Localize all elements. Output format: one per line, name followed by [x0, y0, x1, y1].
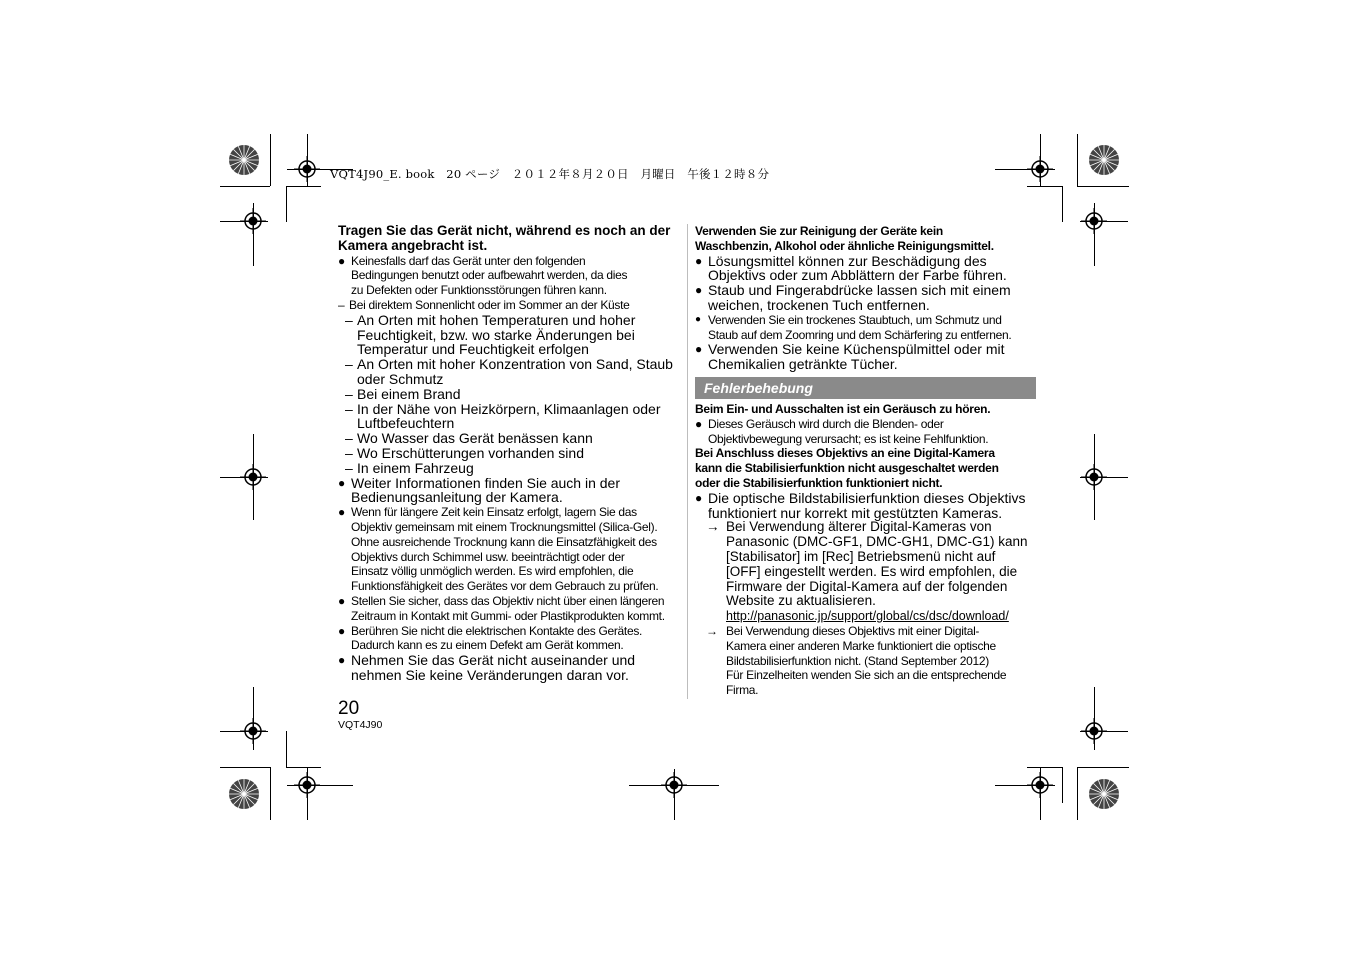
- dash-text: In einem Fahrzeug: [357, 459, 474, 476]
- crop-line: [1077, 186, 1129, 187]
- registration-mark-icon: [1027, 156, 1053, 182]
- dash-mark: –: [345, 311, 353, 328]
- dash-mark: –: [345, 400, 353, 417]
- text-line: Ohne ausreichende Trocknung kann die Einsatzfähigkeit des: [351, 534, 657, 549]
- text-line: Wenn für längere Zeit kein Einsatz erfolgt, lagern Sie das: [351, 505, 637, 520]
- registration-mark-icon: [240, 208, 266, 234]
- text-line: [Stabilisator] im [Rec] Betriebsmenü nicht auf: [726, 548, 996, 564]
- dash-mark: –: [345, 430, 353, 447]
- text-line: [OFF] eingestellt werden. Es wird empfohlen, die: [726, 563, 1018, 579]
- dash-item: [338, 298, 683, 313]
- crop-line: [1077, 767, 1129, 768]
- text-line: Waschbenzin, Alkohol oder ähnliche Reinigungsmittel.: [695, 238, 994, 253]
- list-item: [338, 653, 683, 683]
- bullet-icon: ●: [338, 505, 345, 520]
- bullet-icon: ●: [338, 623, 345, 638]
- dash-item: [338, 402, 683, 432]
- crop-line: [1062, 767, 1063, 803]
- bullet-icon: ●: [695, 253, 703, 268]
- dash-mark: –: [338, 297, 345, 312]
- registration-mark-icon: [294, 156, 320, 182]
- text-line: Berühren Sie nicht die elektrischen Kontakte des Gerätes.: [351, 623, 643, 638]
- dash-text: In der Nähe von Heizkörpern, Klimaanlagen oder Luftbefeuchtern: [357, 400, 661, 432]
- text-line: Verwenden Sie ein trockenes Staubtuch, um Schmutz und: [708, 312, 1002, 327]
- dash-item: [338, 431, 683, 446]
- arrow-icon: →: [706, 623, 718, 638]
- text-line: Dieses Geräusch wird durch die Blenden- oder: [708, 416, 944, 431]
- registration-mark-icon: [1081, 208, 1107, 234]
- text-line: Bei Verwendung dieses Objektivs mit einer Digital-: [726, 623, 980, 638]
- dash-text: Bei einem Brand: [357, 385, 461, 402]
- item-text: Die optische Bildstabilisierfunktion dieses Objektivs funktioniert nur korrekt mit gestützten Kameras.: [708, 489, 1026, 521]
- text-line: Objektivbewegung verursacht; es ist keine Fehlfunktion.: [708, 431, 989, 446]
- registration-mark-icon: [240, 464, 266, 490]
- text-line: Firmware der Digital-Kamera auf der folgenden: [726, 578, 1008, 594]
- text-line: Objektiv gemeinsam mit einem Trocknungsmittel (Silica-Gel).: [351, 519, 658, 534]
- list-item: [338, 505, 683, 594]
- item-text: Verwenden Sie keine Küchenspülmittel oder mit Chemikalien getränkte Tücher.: [708, 341, 1005, 373]
- crop-line: [286, 731, 287, 767]
- text-line: Objektivs durch Schimmel usw. beeinträchtigt oder der: [351, 549, 625, 564]
- list-item: [695, 417, 1040, 447]
- text-line: zu Defekten oder Funktionsstörungen führen kann.: [351, 283, 607, 298]
- crop-line: [286, 186, 321, 187]
- list-item: [338, 594, 683, 624]
- star-target-icon: [228, 144, 260, 176]
- text-line: Bei Anschluss dieses Objektivs an eine Digital-Kamera: [695, 446, 995, 461]
- dash-item: [338, 387, 683, 402]
- crop-line: [1062, 186, 1063, 222]
- dash-text: Bei direktem Sonnenlicht oder im Sommer an der Küste: [349, 297, 630, 312]
- item-text: Weiter Informationen finden Sie auch in der Bedienungsanleitung der Kamera.: [351, 474, 621, 506]
- registration-mark-icon: [1027, 772, 1053, 798]
- dash-item: [338, 446, 683, 461]
- text-line: Zeitraum in Kontakt mit Gummi- oder Plastikprodukten kommt.: [351, 608, 665, 623]
- bullet-icon: ●: [338, 593, 345, 608]
- question-heading: [695, 446, 1040, 490]
- arrow-icon: →: [706, 519, 720, 535]
- dash-text: Wo Erschütterungen vorhanden sind: [357, 444, 584, 461]
- text-line: Funktionsfähigkeit des Gerätes vor dem Gebrauch zu prüfen.: [351, 579, 659, 594]
- text-line: oder die Stabilisierfunktion funktioniert nicht.: [695, 475, 943, 490]
- star-target-icon: [1088, 778, 1120, 810]
- text-line: Dadurch kann es zu einem Defekt am Gerät kommen.: [351, 638, 624, 653]
- text-line: Verwenden Sie zur Reinigung der Geräte kein: [695, 224, 943, 238]
- text-line: Für Einzelheiten wenden Sie sich an die entsprechende: [726, 668, 1007, 683]
- list-item: [338, 624, 683, 654]
- dash-text: An Orten mit hoher Konzentration von Sand, Staub oder Schmutz: [357, 356, 673, 387]
- dash-text: An Orten mit hohen Temperaturen und hoher Feuchtigkeit, bzw. wo starke Änderungen bei Temperatur und Feuchtigkeit erfolgen: [357, 311, 636, 358]
- bullet-icon: ●: [695, 416, 702, 431]
- star-target-icon: [1088, 144, 1120, 176]
- right-heading: [695, 224, 1040, 254]
- dash-mark: –: [345, 459, 353, 476]
- registration-mark-icon: [1081, 464, 1107, 490]
- dash-mark: –: [345, 356, 353, 373]
- dash-mark: –: [345, 385, 353, 402]
- crop-line: [1027, 186, 1063, 187]
- arrow-item: [695, 520, 1040, 624]
- crop-line: [220, 767, 270, 768]
- list-item: [695, 342, 1040, 372]
- text-line: Bedingungen benutzt oder aufbewahrt werden, da dies: [351, 268, 628, 283]
- bullet-icon: ●: [695, 342, 703, 357]
- crop-line: [286, 767, 321, 768]
- text-line: Keinesfalls darf das Gerät unter den folgenden: [351, 253, 586, 268]
- text-line: Stellen Sie sicher, dass das Objektiv nicht über einen längeren: [351, 593, 665, 608]
- list-item: [695, 313, 1040, 343]
- crop-line: [1077, 134, 1078, 186]
- page-number: 20: [338, 698, 360, 719]
- bullet-icon: ●: [695, 283, 703, 298]
- text-line: Kamera einer anderen Marke funktioniert die optische: [726, 638, 996, 653]
- crop-line: [270, 134, 271, 186]
- text-line: kann die Stabilisierfunktion nicht ausgeschaltet werden: [695, 461, 999, 476]
- crop-line: [270, 767, 271, 820]
- text-line: Firma.: [726, 683, 759, 698]
- list-item: [695, 254, 1040, 284]
- dash-item: [338, 313, 683, 357]
- item-text: Nehmen Sie das Gerät nicht auseinander und nehmen Sie keine Veränderungen daran vor.: [351, 652, 636, 683]
- download-link[interactable]: http://panasonic.jp/support/global/cs/dsc/download/: [726, 609, 1009, 624]
- list-item: [695, 491, 1040, 521]
- question-heading: Beim Ein- und Ausschalten ist ein Geräusch zu hören.: [695, 401, 991, 416]
- dash-item: [338, 461, 683, 476]
- registration-mark-icon: [661, 772, 687, 798]
- crop-line: [286, 186, 287, 222]
- list-item: [695, 283, 1040, 313]
- registration-mark-icon: [294, 772, 320, 798]
- text-line: Website zu aktualisieren.: [726, 593, 876, 609]
- text-line: Panasonic (DMC-GF1, DMC-GH1, DMC-G1) kann: [726, 534, 1028, 550]
- arrow-item: [695, 624, 1040, 698]
- crop-line: [220, 186, 270, 187]
- item-text: Lösungsmittel können zur Beschädigung des Objektivs oder zum Abblättern der Farbe führen.: [708, 252, 1007, 284]
- list-item: [338, 476, 683, 506]
- star-target-icon: [228, 778, 260, 810]
- right-column: [695, 224, 1040, 698]
- crop-line: [1027, 767, 1063, 768]
- dash-text: Wo Wasser das Gerät benässen kann: [357, 430, 593, 447]
- list-item: [338, 254, 683, 298]
- crop-line: [1077, 767, 1078, 820]
- text-line: Bei Verwendung älterer Digital-Kameras von: [726, 519, 992, 535]
- registration-mark-icon: [1081, 718, 1107, 744]
- column-divider: [687, 224, 688, 699]
- dash-item: [338, 357, 683, 387]
- dash-mark: –: [345, 444, 353, 461]
- bullet-icon: ●: [338, 253, 345, 268]
- bullet-icon: ●: [338, 653, 346, 668]
- text-line: Bildstabilisierfunktion nicht. (Stand September 2012): [726, 653, 989, 668]
- print-header: VQT4J90_E. book 20 ページ ２０１２年８月２０日 月曜日 午後１２時８分: [330, 167, 770, 181]
- bullet-icon: ●: [338, 475, 346, 490]
- document-code: VQT4J90: [338, 719, 383, 731]
- text-line: Staub auf dem Zoomring und dem Schärfering zu entfernen.: [708, 327, 1012, 342]
- registration-mark-icon: [240, 718, 266, 744]
- bullet-icon: ●: [695, 313, 701, 325]
- left-heading: Tragen Sie das Gerät nicht, während es noch an der Kamera angebracht ist.: [338, 223, 671, 253]
- text-line: Einsatz völlig unmöglich werden. Es wird empfohlen, die: [351, 564, 634, 579]
- left-column: [338, 224, 683, 683]
- bullet-icon: ●: [695, 490, 703, 505]
- item-text: Staub und Fingerabdrücke lassen sich mit einem weichen, trockenen Tuch entfernen.: [708, 282, 1011, 313]
- section-title-bar: Fehlerbehebung: [695, 377, 1036, 399]
